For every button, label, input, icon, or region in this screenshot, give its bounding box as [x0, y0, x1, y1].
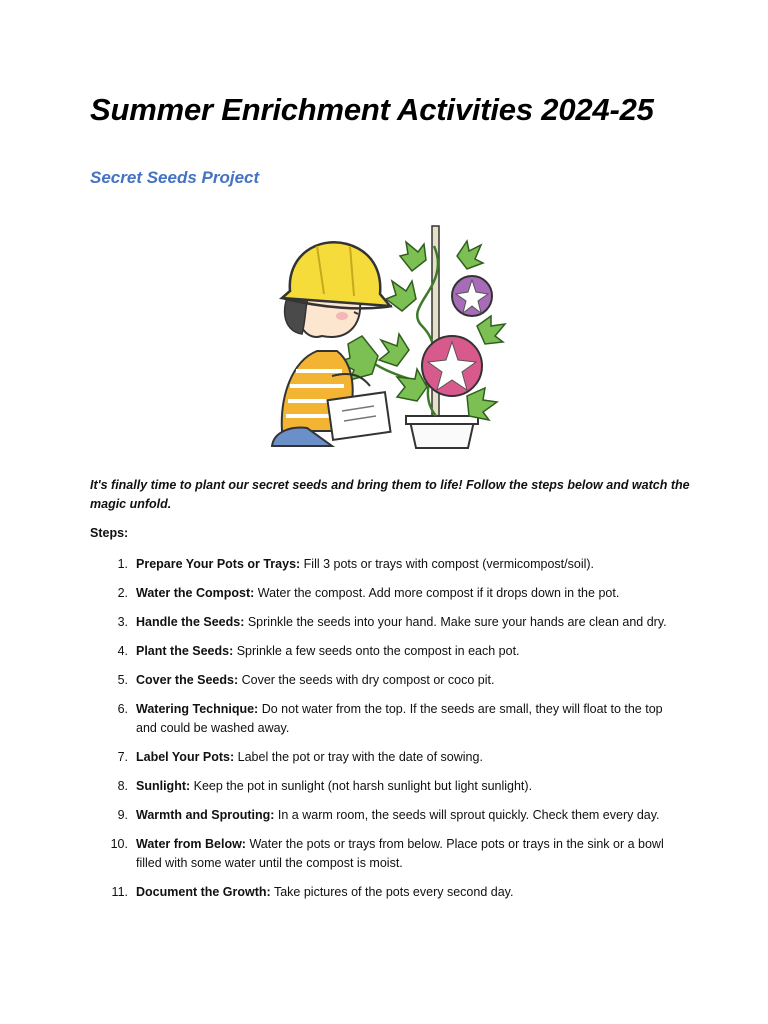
document-page: Summer Enrichment Activities 2024-25 Secret Seeds Project It's finally time to plant our secret seeds and bring them to life! Follow the steps below and watch the magic unfold. Steps: 1. Prepare Your Pots or Trays: Fill 3 pots or trays with compost (vermicompost/soil). 2. Water the Compost: Water the compost. Add more compost if it drops down in the pot. 3. Handle the Seeds: Sprinkle the seeds into your hand. Make sure your hands are clean and dry. 4. Plant the Seeds: Sprinkle a few seeds onto the compost in each pot. 5. Cover the Seeds: Cover the seeds with dry compost or coco pit. 6. Watering Technique: Do not water from the top. If the seeds are small, they will float to the top and could be washed away. 7. Label Your Pots: Label the pot or tray with the date of sowing. 8. Sunlight: Keep the pot in sunlight (not harsh sunlight but light sunlight). 9. Warmth and Sprouting: In a warm room, the seeds will sprout quickly. Check them every day. 10. Water from Below: Water the pots or trays from below. Place pots or trays in the sink or a bowl filled with some water until the compost is moist. 11. Document the Growth: Take pictures of the pots every second day.	[90, 92, 690, 899]
project-subtitle: Secret Seeds Project	[90, 168, 260, 187]
flower-pot	[410, 421, 474, 448]
intro-paragraph: It's finally time to plant our secret seeds and bring them to life! Follow the steps below and watch the magic unfold.	[90, 478, 690, 511]
child-planting-flower-illustration	[262, 216, 526, 456]
yellow-hat	[282, 242, 390, 306]
document-title: Summer Enrichment Activities 2024-25	[90, 92, 654, 127]
steps-heading: Steps:	[90, 526, 129, 540]
notepad	[327, 392, 390, 440]
